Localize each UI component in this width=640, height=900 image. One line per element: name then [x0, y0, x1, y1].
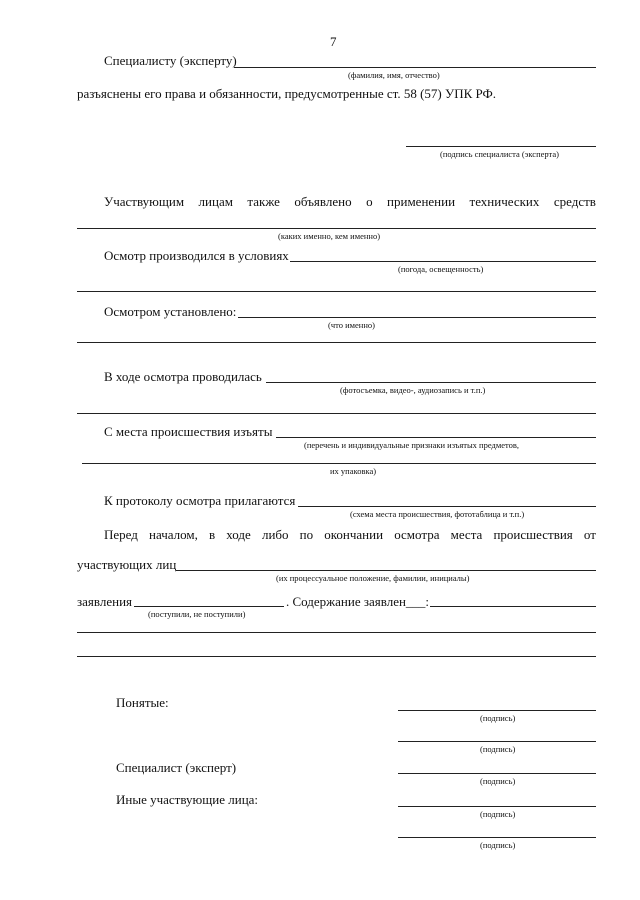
established-line-2[interactable] — [77, 342, 596, 343]
word: осмотра — [394, 527, 440, 542]
word: Перед — [104, 527, 138, 542]
attached-hint: (схема места происшествия, фототаблица и т.п.) — [350, 509, 525, 519]
conditions-line[interactable] — [290, 261, 596, 262]
seized-line[interactable] — [276, 437, 596, 438]
specialist-signature-label: Специалист (эксперт) — [116, 760, 237, 775]
specialist-name-hint: (фамилия, имя, отчество) — [348, 70, 440, 80]
established-line[interactable] — [238, 317, 596, 318]
word: в — [209, 527, 216, 542]
others-label: Иные участвующие лица: — [116, 792, 259, 807]
signature-hint: (подпись) — [480, 744, 516, 754]
recording-hint: (фотосъемка, видео-, аудиозапись и т.п.) — [340, 385, 486, 395]
statements-label: заявления — [77, 594, 133, 609]
seized-hint-2: их упаковка) — [330, 466, 377, 476]
word: Участвующим — [104, 194, 185, 209]
witnesses-label: Понятые: — [116, 695, 169, 710]
established-label: Осмотром установлено: — [104, 304, 237, 319]
signature-hint: (подпись) — [480, 809, 516, 819]
word: по — [299, 527, 314, 542]
technical-means-line[interactable] — [77, 228, 596, 229]
seized-label: С места происшествия изъяты — [104, 424, 273, 439]
word: ходе — [226, 527, 251, 542]
specialist-name-line[interactable] — [234, 67, 596, 68]
statements-line-3[interactable] — [77, 656, 596, 657]
word: применении — [387, 194, 456, 209]
recording-label: В ходе осмотра проводилась — [104, 369, 262, 384]
others-signature-line-1[interactable] — [398, 806, 596, 807]
recording-line[interactable] — [266, 382, 596, 383]
statements-received-hint: (поступили, не поступили) — [148, 609, 246, 619]
signature-hint: (подпись) — [480, 776, 516, 786]
statements-line-2[interactable] — [77, 632, 596, 633]
specialist-label: Специалисту (эксперту) — [104, 53, 237, 68]
statements-content-line[interactable] — [430, 606, 596, 607]
technical-means-text — [104, 194, 596, 209]
attached-label: К протоколу осмотра прилагаются — [104, 493, 296, 508]
technical-means-hint: (каких именно, кем именно) — [278, 231, 381, 241]
seized-line-2[interactable] — [82, 463, 596, 464]
participants-hint: (их процессуальное положение, фамилии, инициалы) — [276, 573, 470, 583]
specialist-signature-line[interactable] — [406, 146, 596, 147]
witness-signature-line-1[interactable] — [398, 710, 596, 711]
conditions-hint: (погода, освещенность) — [398, 264, 484, 274]
statements-content-label: . Содержание заявлен___: — [286, 594, 430, 609]
statements-received-line[interactable] — [134, 606, 284, 607]
conditions-line-2[interactable] — [77, 291, 596, 292]
witness-signature-line-2[interactable] — [398, 741, 596, 742]
word: от — [583, 527, 596, 542]
signature-hint: (подпись) — [480, 840, 516, 850]
participants-line[interactable] — [176, 570, 596, 571]
signature-hint: (подпись) — [480, 713, 516, 723]
others-signature-line-2[interactable] — [398, 837, 596, 838]
word: окончании — [324, 527, 384, 542]
word: объявлено — [294, 194, 352, 209]
word: о — [366, 194, 373, 209]
word: либо — [261, 527, 289, 542]
recording-line-2[interactable] — [77, 413, 596, 414]
word: средств — [553, 194, 596, 209]
word: также — [247, 194, 280, 209]
conditions-label: Осмотр производился в условиях — [104, 248, 289, 263]
specialist-rights-text: разъяснены его права и обязанности, предусмотренные ст. 58 (57) УПК РФ. — [77, 86, 497, 101]
seized-hint-1: (перечень и индивидуальные признаки изъятых предметов, — [304, 440, 519, 450]
specialist-signature-hint: (подпись специалиста (эксперта) — [440, 149, 559, 159]
specialist-signature-line-2[interactable] — [398, 773, 596, 774]
attached-line[interactable] — [298, 506, 596, 507]
word: технических — [469, 194, 540, 209]
word: места — [450, 527, 483, 542]
word: лицам — [198, 194, 233, 209]
statements-text — [104, 527, 596, 542]
word: началом, — [149, 527, 198, 542]
word: происшествия — [493, 527, 573, 542]
established-hint: (что именно) — [328, 320, 375, 330]
participants-label: участвующих лиц — [77, 557, 177, 572]
page-number: 7 — [330, 34, 337, 49]
